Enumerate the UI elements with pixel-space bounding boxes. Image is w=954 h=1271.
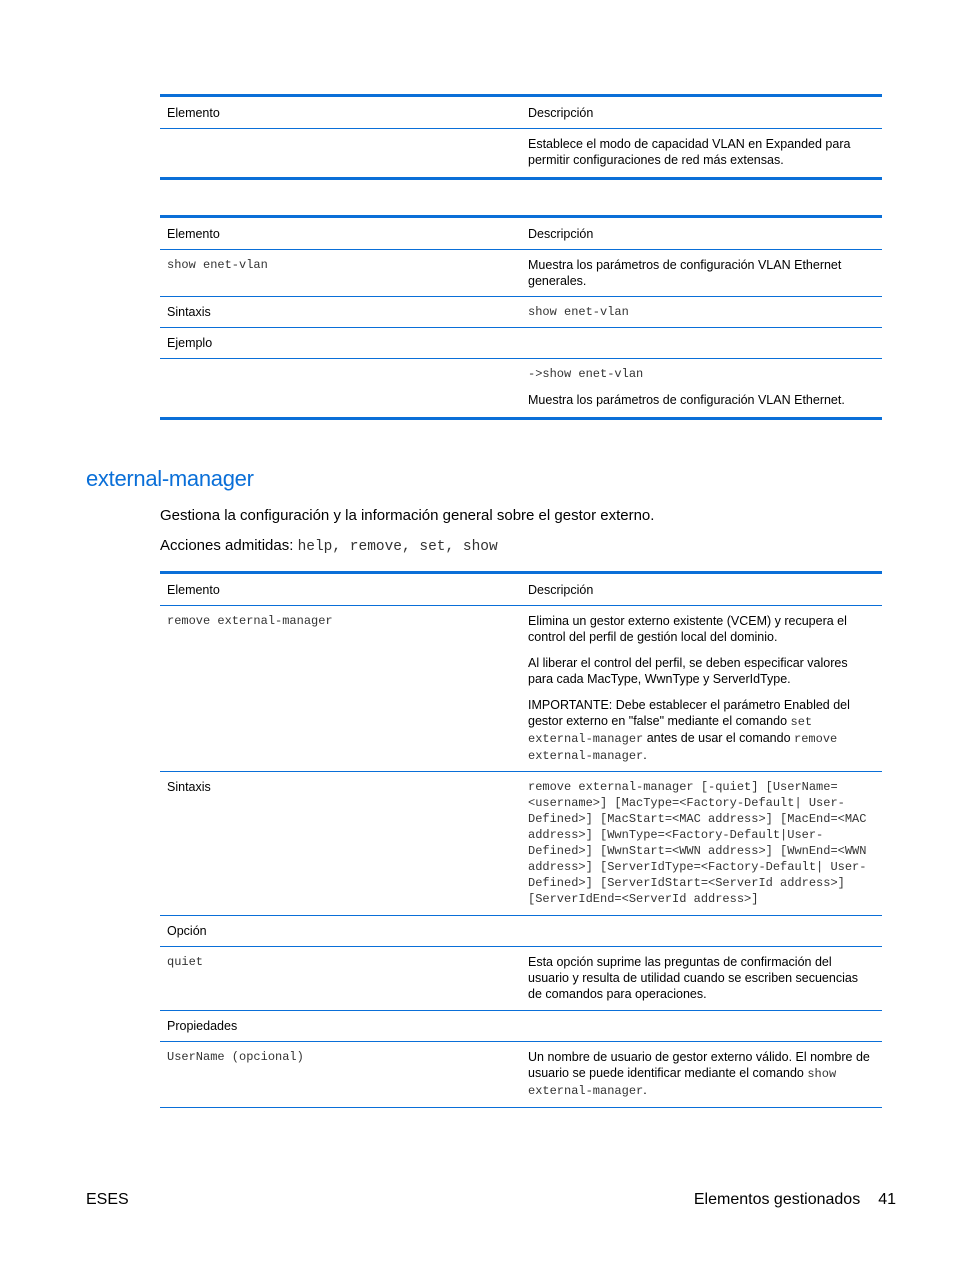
table-cell-description: Establece el modo de capacidad VLAN en Expanded para permitir configuraciones de red más extensas. [521, 129, 882, 179]
property-text: Un nombre de usuario de gestor externo válido. El nombre de usuario se puede identificar mediante el comando [528, 1050, 870, 1080]
empty-cell [160, 359, 521, 419]
table-show-enet-vlan [160, 215, 882, 420]
note-text: . [643, 748, 647, 762]
syntax-value: remove external-manager [-quiet] [UserName=<username>] [MacType=<Factory-Default| User-Defined>] [MacStart=<MAC address>] [MacEnd=<MAC address>] [WwnType=<Factory-Default|User-Defined>] [WwnStart=<WWN address>] [WwnEnd=<WWN address>] [ServerIdType=<Factory-Default| User-Defined>] [ServerIdStart=<ServerId address>] [ServerIdEnd=<ServerId address>] [521, 772, 882, 916]
section-intro: Gestiona la configuración y la información general sobre el gestor externo. [160, 507, 655, 524]
table-row [160, 328, 882, 359]
section-title: external-manager [86, 466, 254, 491]
table-row [160, 297, 882, 328]
table-row [160, 606, 882, 772]
table-row [160, 250, 882, 297]
syntax-value: show enet-vlan [521, 297, 882, 328]
empty-cell [521, 1011, 882, 1042]
table-row [160, 359, 882, 419]
actions-label: Acciones admitidas: [160, 537, 294, 554]
syntax-label: Sintaxis [160, 297, 521, 328]
description-cell [521, 606, 882, 772]
option-label: Opción [160, 916, 521, 947]
column-header-elemento: Elemento [160, 217, 521, 250]
table-row [160, 129, 882, 179]
description-paragraph: Al liberar el control del perfil, se deben especificar valores para cada MacType, WwnType y ServerIdType. [528, 656, 848, 686]
table-vlan-capacity [160, 94, 882, 180]
important-note [528, 697, 875, 764]
properties-label: Propiedades [160, 1011, 521, 1042]
table-row [160, 947, 882, 1011]
column-header-elemento: Elemento [160, 573, 521, 606]
inline-command: show external-manager [528, 1067, 837, 1098]
note-text: antes de usar el comando [643, 731, 795, 745]
property-description [521, 1042, 882, 1108]
table-row [160, 1011, 882, 1042]
column-header-descripcion: Descripción [521, 573, 882, 606]
description-cell: Muestra los parámetros de configuración VLAN Ethernet generales. [521, 250, 882, 297]
description-paragraph: Elimina un gestor externo existente (VCEM) y recupera el control del perfil de gestión local del dominio. [528, 614, 847, 644]
option-name: quiet [160, 947, 521, 1011]
column-header-elemento: Elemento [160, 96, 521, 129]
table-row [160, 772, 882, 916]
actions-value: help, remove, set, show [297, 539, 498, 555]
inline-command: remove external-manager [528, 732, 838, 763]
footer-page-info [694, 1191, 896, 1209]
command-cell: show enet-vlan [160, 250, 521, 297]
footer-section-name: Elementos gestionados [693, 1191, 861, 1208]
property-text: . [643, 1083, 647, 1097]
column-header-descripcion: Descripción [521, 96, 882, 129]
table-cell-element [160, 129, 521, 179]
inline-command: set external-manager [528, 715, 813, 746]
example-description: Muestra los parámetros de configuración VLAN Ethernet. [528, 393, 845, 407]
example-command: ->show enet-vlan [528, 367, 644, 381]
table-external-manager [160, 571, 882, 1108]
command-cell: remove external-manager [160, 606, 521, 772]
example-cell [521, 359, 882, 419]
empty-cell [521, 328, 882, 359]
supported-actions [160, 537, 498, 555]
property-name: UserName (opcional) [160, 1042, 521, 1108]
page-number: 41 [878, 1191, 896, 1208]
column-header-descripcion: Descripción [521, 217, 882, 250]
example-label: Ejemplo [160, 328, 521, 359]
table-row [160, 1042, 882, 1108]
syntax-label: Sintaxis [160, 772, 521, 916]
footer-locale: ESES [86, 1191, 129, 1208]
empty-cell [521, 916, 882, 947]
note-text: IMPORTANTE: Debe establecer el parámetro Enabled del gestor externo en "false" mediante el comando [528, 698, 850, 728]
option-description: Esta opción suprime las preguntas de confirmación del usuario y resulta de utilidad cuando se escriben secuencias de comandos para operaciones. [521, 947, 882, 1011]
table-row [160, 916, 882, 947]
